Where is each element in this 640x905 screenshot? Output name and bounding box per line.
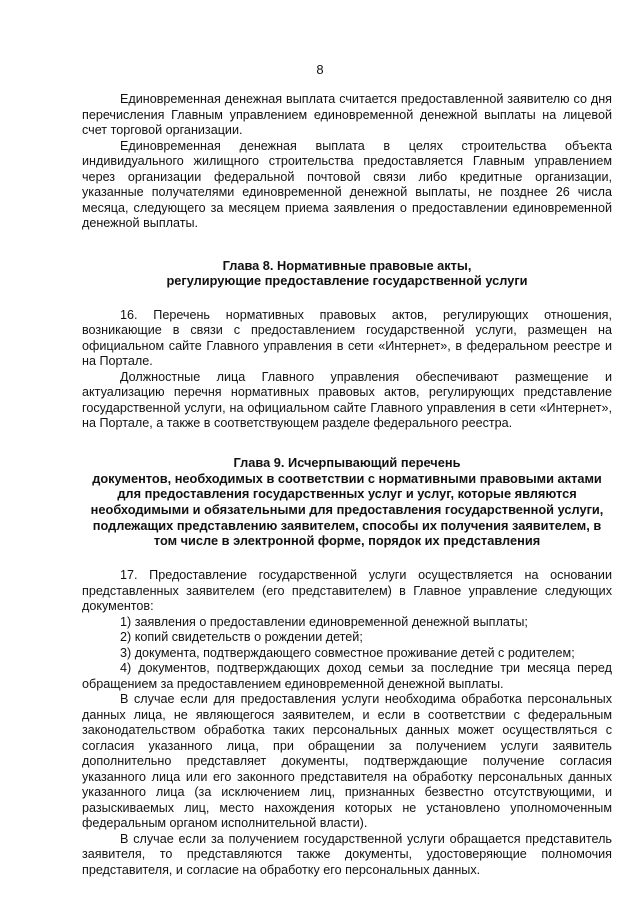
spacer bbox=[82, 289, 612, 308]
page-number: 8 bbox=[316, 62, 324, 77]
chapter-9-paragraph: В случае если для предоставления услуги необходима обработка персональных данных лица, не являющегося заявителем, и если в соответствии с федеральным законодательством обработка таких персональных данных может осуществляться с согласия указанного лица, при обращении за получением услуги заявитель дополнительно представляет документы, подтверждающие получение согласия указанного лица или его законного представителя на обработку персональных данных указанного лица (за исключением лиц, признанных безвестно отсутствующими, и разыскиваемых лиц, место нахождения которых не установлено уполномоченным федеральным органом исполнительной власти). bbox=[82, 692, 612, 831]
intro-paragraph: Единовременная денежная выплата в целях строительства объекта индивидуального жилищного строительства предоставляется Главным управлением через организации федеральной почтовой связи либо кредитные организации, указанные получателями единовременной денежной выплаты, не позднее 26 числа месяца, следующего за месяцем приема заявления о предоставлении единовременной денежной выплаты. bbox=[82, 138, 612, 230]
chapter-9-paragraph: В случае если за получением государственной услуги обращается представитель заявителя, то представляются также документы, удостоверяющие полномочия представителя, и согласие на обработку его персональных данных. bbox=[82, 831, 612, 877]
chapter-9-title-line: необходимыми и обязательными для предоставления государственной услуги, bbox=[90, 502, 604, 518]
spacer bbox=[82, 432, 612, 455]
intro-paragraph: Единовременная денежная выплата считается предоставленной заявителю со дня перечисления Главным управлением единовременной денежной выплаты на лицевой счет торговой организации. bbox=[82, 92, 612, 137]
chapter-9-title-line: для предоставления государственных услуг и услуг, которые являются bbox=[117, 486, 577, 502]
spacer bbox=[82, 549, 612, 568]
chapter-8-heading bbox=[82, 258, 612, 289]
chapter-9-heading bbox=[82, 455, 612, 549]
document-list-item: 1) заявления о предоставлении единовременной денежной выплаты; bbox=[120, 614, 528, 629]
chapter-9-title-line: документов, необходимых в соответствии с нормативными правовыми актами bbox=[92, 470, 602, 486]
page-content bbox=[82, 92, 612, 878]
document-list-item: 3) документа, подтверждающего совместное проживание детей с родителем; bbox=[120, 645, 575, 660]
chapter-9-intro-paragraph: 17. Предоставление государственной услуги осуществляется на основании представленных заявителем (его представителем) в Главное управление следующих документов: bbox=[82, 568, 612, 614]
spacer bbox=[82, 232, 612, 258]
document-list-item: 2) копий свидетельств о рождении детей; bbox=[120, 630, 363, 645]
document-list-item: 4) документов, подтверждающих доход семьи за последние три месяца перед обращением за предоставлением единовременной денежной выплаты. bbox=[82, 661, 612, 691]
chapter-8-title-line: регулирующие предоставление государственной услуги bbox=[166, 273, 528, 289]
chapter-9-title-line: Глава 9. Исчерпывающий перечень bbox=[233, 454, 461, 470]
chapter-8-title-line: Глава 8. Нормативные правовые акты, bbox=[222, 257, 472, 273]
chapter-8-paragraph: 16. Перечень нормативных правовых актов, регулирующих отношения, возникающие в связи с предоставлением государственной услуги, размещен на официальном сайте Главного управления в сети «Интернет», в федеральном реестре и на Портале. bbox=[82, 307, 612, 369]
chapter-9-title-line: том числе в электронной форме, порядок их представления bbox=[153, 533, 541, 549]
chapter-9-title-line: подлежащих представлению заявителем, способы их получения заявителем, в bbox=[92, 517, 602, 533]
chapter-8-paragraph: Должностные лица Главного управления обеспечивают размещение и актуализацию перечня нормативных правовых актов, регулирующих представление государственной услуги, на официальном сайте Главного управления в сети «Интернет», на Портале, а также в соответствующем разделе федерального реестра. bbox=[82, 369, 612, 431]
